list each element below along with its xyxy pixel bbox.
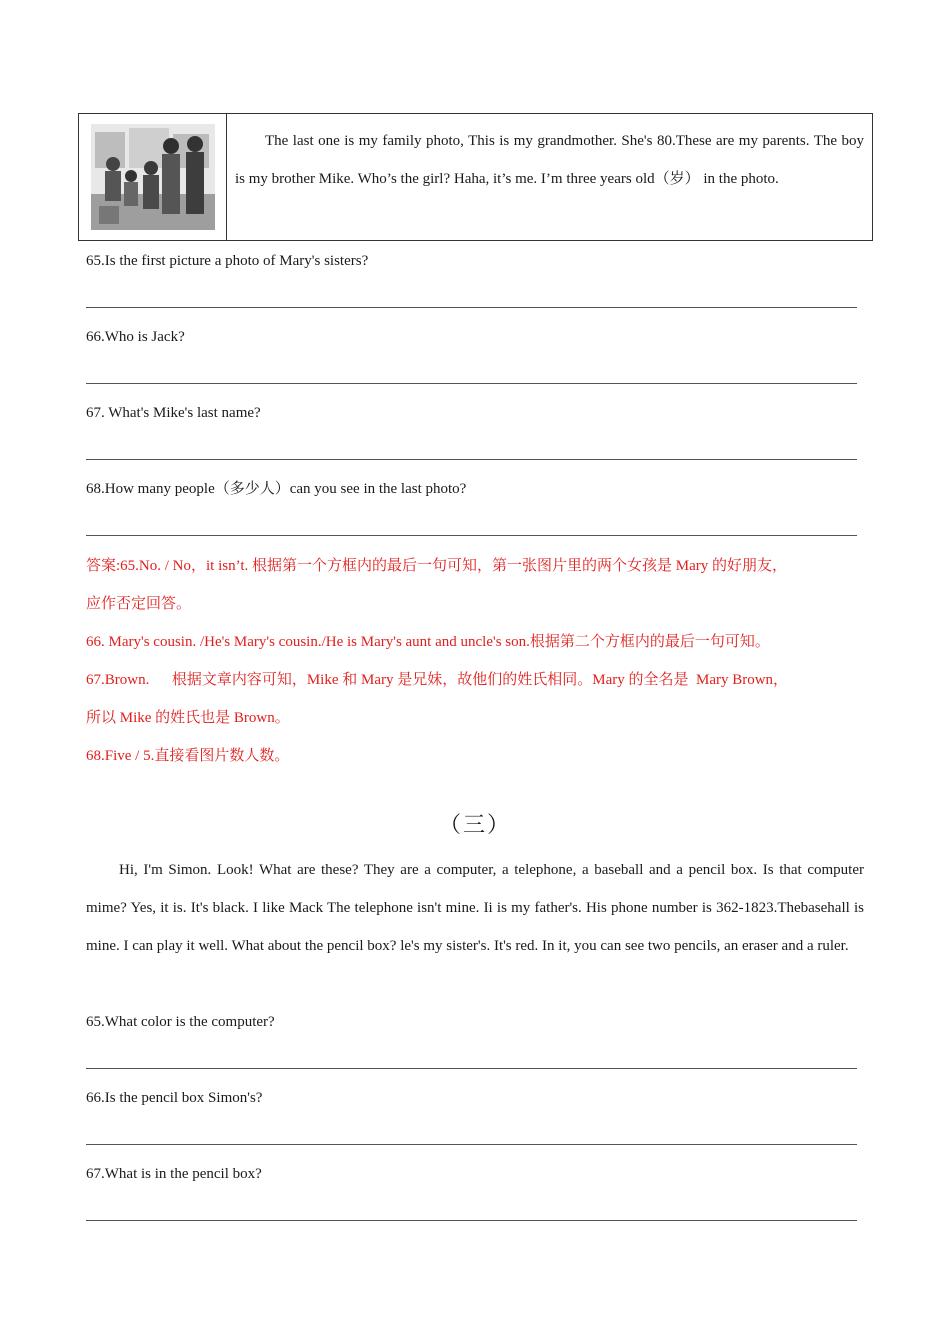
answer-blank-65-b[interactable] xyxy=(86,1068,857,1069)
question-65-a: 65.Is the first picture a photo of Mary's sisters? xyxy=(86,253,369,269)
answer-blank-66-a[interactable] xyxy=(86,383,857,384)
answer-blank-65-a[interactable] xyxy=(86,307,857,308)
section-title: （三） xyxy=(438,812,511,837)
question-65-b: 65.What color is the computer? xyxy=(86,1014,275,1030)
answer-blank-68-a[interactable] xyxy=(86,535,857,536)
answer-blank-67-b[interactable] xyxy=(86,1220,857,1221)
question-66-a: 66.Who is Jack? xyxy=(86,329,185,345)
family-photo-cell xyxy=(79,114,227,240)
question-66-b: 66.Is the pencil box Simon's? xyxy=(86,1090,263,1106)
family-photo-text: The last one is my family photo, This is my grandmother. She's 80.These are my parents. The boy is my brother Mike. Who’s the girl? Haha, it’s me. I’m three years old（岁） in the photo. xyxy=(235,133,864,187)
answer-67-line1: 67.Brown. 根据文章内容可知，Mike 和 Mary 是兄妹，故他们的姓氏相同。Mary 的全名是 Mary Brown， xyxy=(86,672,789,688)
question-67-b: 67.What is in the pencil box? xyxy=(86,1166,262,1182)
question-68-a: 68.How many people（多少人）can you see in the last photo? xyxy=(86,481,467,497)
answer-65-line2: 应作否定回答。 xyxy=(86,596,192,612)
question-67-a: 67. What's Mike's last name? xyxy=(86,405,261,421)
answer-65-line1: 答案:65.No. / No，it isn’t. 根据第一个方框内的最后一句可知，第一张图片里的两个女孩是 Mary 的好朋友， xyxy=(86,558,787,574)
answer-66: 66. Mary's cousin. /He's Mary's cousin./He is Mary's aunt and uncle's son.根据第二个方框内的最后一句可知。 xyxy=(86,634,770,650)
answer-68: 68.Five / 5.直接看图片数人数。 xyxy=(86,748,290,764)
answer-blank-67-a[interactable] xyxy=(86,459,857,460)
answer-67-line2: 所以 Mike 的姓氏也是 Brown。 xyxy=(86,710,290,726)
family-photo-image xyxy=(91,124,215,230)
answer-blank-66-b[interactable] xyxy=(86,1144,857,1145)
family-photo-box xyxy=(78,113,873,241)
reading-passage: Hi, I'm Simon. Look! What are these? They are a computer, a telephone, a baseball and a pencil box. Is that computer mime? Yes, it is. It's black. I like Mack The telephone isn't mine. Ii is my father's. His phone number is 362-1823.Thebasehall is mine. I can play it well. What about the pencil box? le's my sister's. It's red. In it, you can see two pencils, an eraser and a ruler. xyxy=(86,862,864,954)
